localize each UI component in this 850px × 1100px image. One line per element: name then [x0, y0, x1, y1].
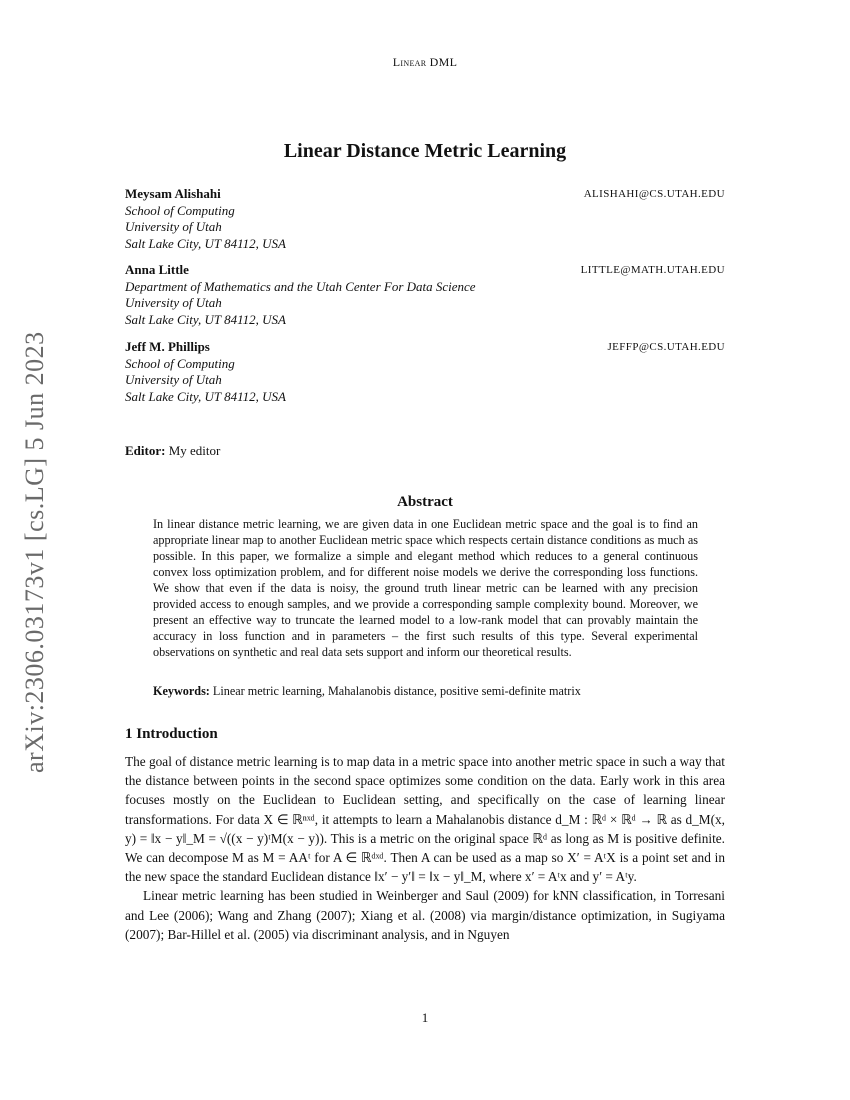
- page-number: 1: [421, 1010, 429, 1025]
- author-email: JEFFP@CS.UTAH.EDU: [607, 341, 725, 353]
- section-heading-introduction: 1 Introduction: [125, 726, 218, 742]
- author-affiliation-line: School of Computing: [125, 355, 235, 371]
- author-affiliation-line: University of Utah: [125, 219, 222, 234]
- keywords-line: [153, 684, 698, 699]
- author-affiliation-line: School of Computing: [125, 202, 235, 218]
- intro-paragraph-1: The goal of distance metric learning is to map data in a metric space into another metric space in such a way that the distance between points in the second space optimizes some condition on the data. Early work in this area focuses mostly on the Euclidean to Euclidean setting, and specifically on the case of learning linear transformations. For data X ∈ ℝⁿˣᵈ, it attempts to learn a Mahalanobis distance d_M : ℝᵈ × ℝᵈ → ℝ as d_M(x, y) = ‖x − y‖_M = √((x − y)ᵗM(x − y)). This is a metric on the original space ℝᵈ as long as M is positive definite. We can decompose M as M = AAᵗ for A ∈ ℝᵈˣᵈ. Then A can be used as a map so X′ = AᵗX is a point set and in the new space the standard Euclidean distance ‖x′ − y′‖ = ‖x − y‖_M, where x′ = Aᵗx and y′ = Aᵗy.: [125, 754, 725, 885]
- author-name: Anna Little: [125, 262, 189, 277]
- author-block-3: [125, 339, 725, 405]
- abstract-text: In linear distance metric learning, we are given data in one Euclidean metric space and the goal is to find an appropriate linear map to another Euclidean metric space which respects certain distance conditions as much as possible. In this paper, we formalize a simple and elegant method which reduces to a general continuous convex loss optimization problem, and for different noise models we derive the corresponding loss functions. We show that even if the data is noisy, the ground truth linear metric can be learned with any precision provided access to enough samples, and we provide a corresponding sample complexity bound. Moreover, we present an effective way to truncate the learned model to a low-rank model that can provably maintain the accuracy in loss function and in parameters – the first such results of this type. Several experimental observations on synthetic and real data sets support and inform our theoretical results.: [153, 517, 698, 659]
- editor-value: My editor: [168, 443, 221, 458]
- keywords-value: Linear metric learning, Mahalanobis distance, positive semi-definite matrix: [212, 684, 581, 698]
- arxiv-stamp: arXiv:2306.03173v1 [cs.LG] 5 Jun 2023: [20, 331, 49, 773]
- author-affiliation-line: University of Utah: [125, 372, 222, 387]
- author-name: Meysam Alishahi: [125, 186, 221, 201]
- editor-label: Editor:: [125, 443, 166, 458]
- abstract-heading: Abstract: [397, 494, 453, 510]
- keywords-label: Keywords:: [153, 684, 210, 698]
- author-name: Jeff M. Phillips: [125, 339, 210, 354]
- paper-title: Linear Distance Metric Learning: [283, 140, 567, 162]
- editor-line: [125, 443, 220, 459]
- author-email: LITTLE@MATH.UTAH.EDU: [580, 264, 725, 276]
- author-affiliation-line: Salt Lake City, UT 84112, USA: [125, 235, 286, 251]
- author-block-1: [125, 186, 725, 252]
- author-affiliation-line: University of Utah: [125, 295, 222, 310]
- author-affiliation-line: Salt Lake City, UT 84112, USA: [125, 388, 286, 404]
- author-affiliation-line: Salt Lake City, UT 84112, USA: [125, 311, 286, 327]
- author-block-2: [125, 262, 725, 328]
- author-email: ALISHAHI@CS.UTAH.EDU: [583, 188, 725, 200]
- author-affiliation-line: Department of Mathematics and the Utah Center For Data Science: [125, 278, 476, 294]
- running-head: Linear DML: [392, 55, 458, 69]
- introduction-body: [125, 752, 725, 944]
- intro-paragraph-2: Linear metric learning has been studied in Weinberger and Saul (2009) for kNN classification, in Torresani and Lee (2006); Wang and Zhang (2007); Xiang et al. (2008) via margin/distance optimization, in Sugiyama (2007); Bar-Hillel et al. (2005) via discriminant analysis, and in Nguyen: [125, 888, 725, 942]
